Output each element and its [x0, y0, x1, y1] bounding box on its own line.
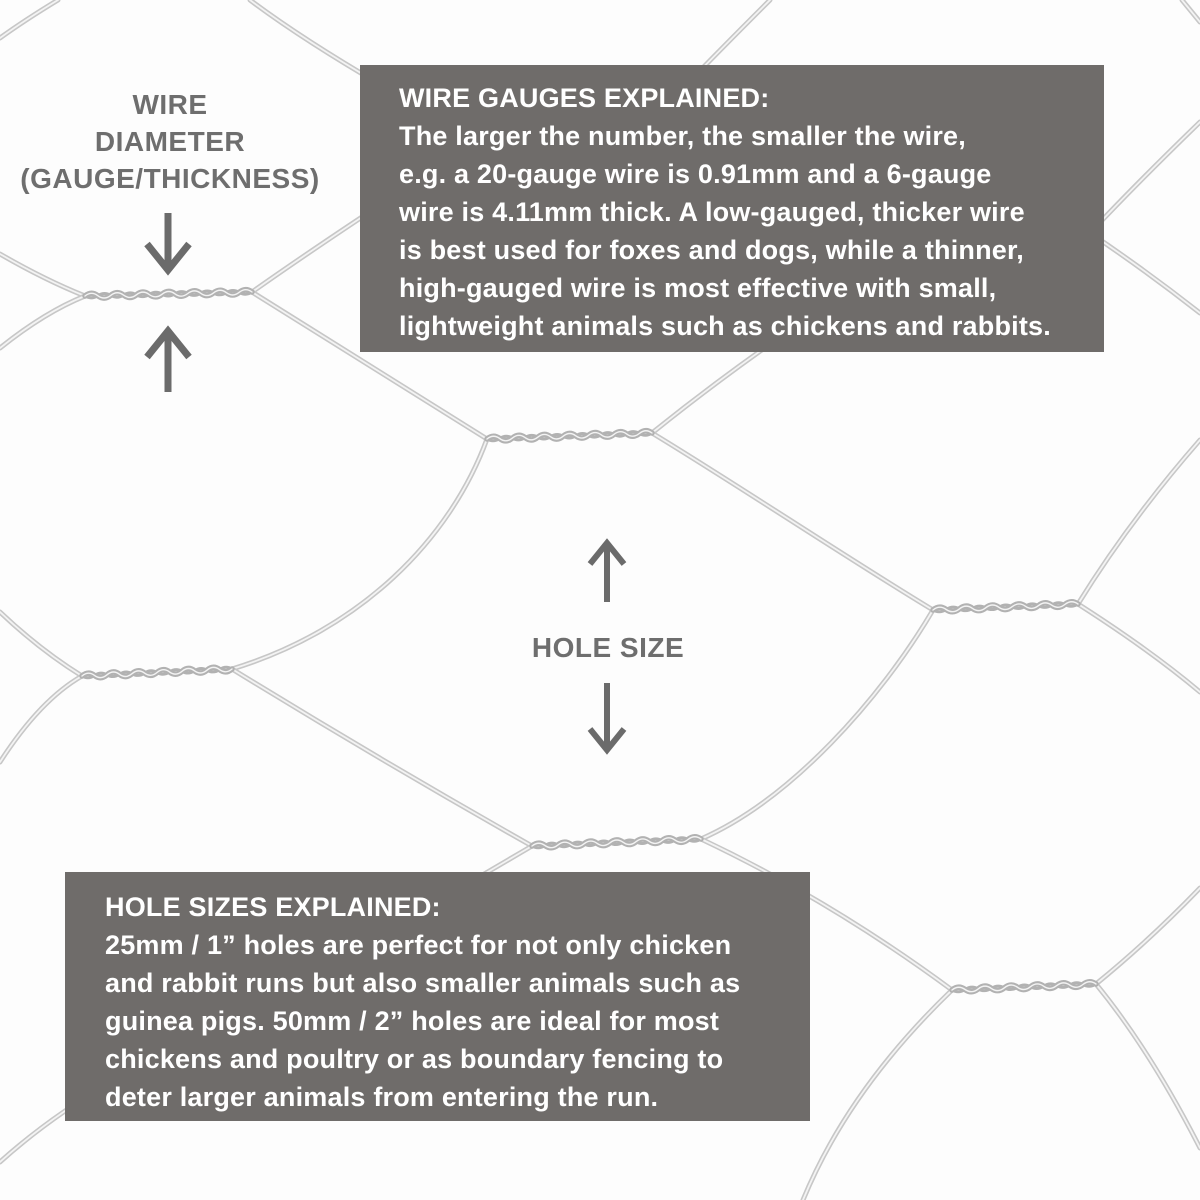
- hole-size-arrow-up-icon: [590, 543, 624, 602]
- wire-diameter-arrow-down-icon: [147, 213, 189, 270]
- panel-text-line: lightweight animals such as chickens and rabbits.: [399, 311, 1051, 341]
- hole-size-label: HOLE SIZE: [531, 632, 685, 663]
- wire-gauges-panel-title: WIRE GAUGES EXPLAINED:: [399, 83, 770, 113]
- panel-text-line: The larger the number, the smaller the wire,: [399, 121, 966, 151]
- panel-text-line: and rabbit runs but also smaller animals such as: [105, 968, 741, 998]
- wire-gauges-panel-body: [399, 117, 1104, 345]
- panel-text-line: chickens and poultry or as boundary fencing to: [105, 1044, 724, 1074]
- panel-text-line: is best used for foxes and dogs, while a thinner,: [399, 235, 1024, 265]
- hole-size-arrow-down-icon: [590, 683, 624, 750]
- panel-text-line: wire is 4.11mm thick. A low-gauged, thicker wire: [399, 197, 1025, 227]
- panel-text-line: e.g. a 20-gauge wire is 0.91mm and a 6-gauge: [399, 159, 992, 189]
- panel-text-line: high-gauged wire is most effective with small,: [399, 273, 997, 303]
- wire-diameter-label-line: (GAUGE/THICKNESS): [20, 163, 320, 194]
- wire-diameter-label-line: DIAMETER: [94, 126, 246, 157]
- wire-diameter-label-line: WIRE: [132, 89, 208, 120]
- hole-sizes-panel-title: HOLE SIZES EXPLAINED:: [105, 892, 441, 922]
- hole-sizes-panel-body: [105, 926, 810, 1116]
- wire-gauges-panel: [360, 65, 1104, 352]
- hole-sizes-panel: [65, 872, 810, 1121]
- wire-diameter-arrow-up-icon: [147, 331, 189, 392]
- panel-text-line: guinea pigs. 50mm / 2” holes are ideal for most: [105, 1006, 720, 1036]
- panel-text-line: deter larger animals from entering the run.: [105, 1082, 659, 1112]
- panel-text-line: 25mm / 1” holes are perfect for not only chicken: [105, 930, 732, 960]
